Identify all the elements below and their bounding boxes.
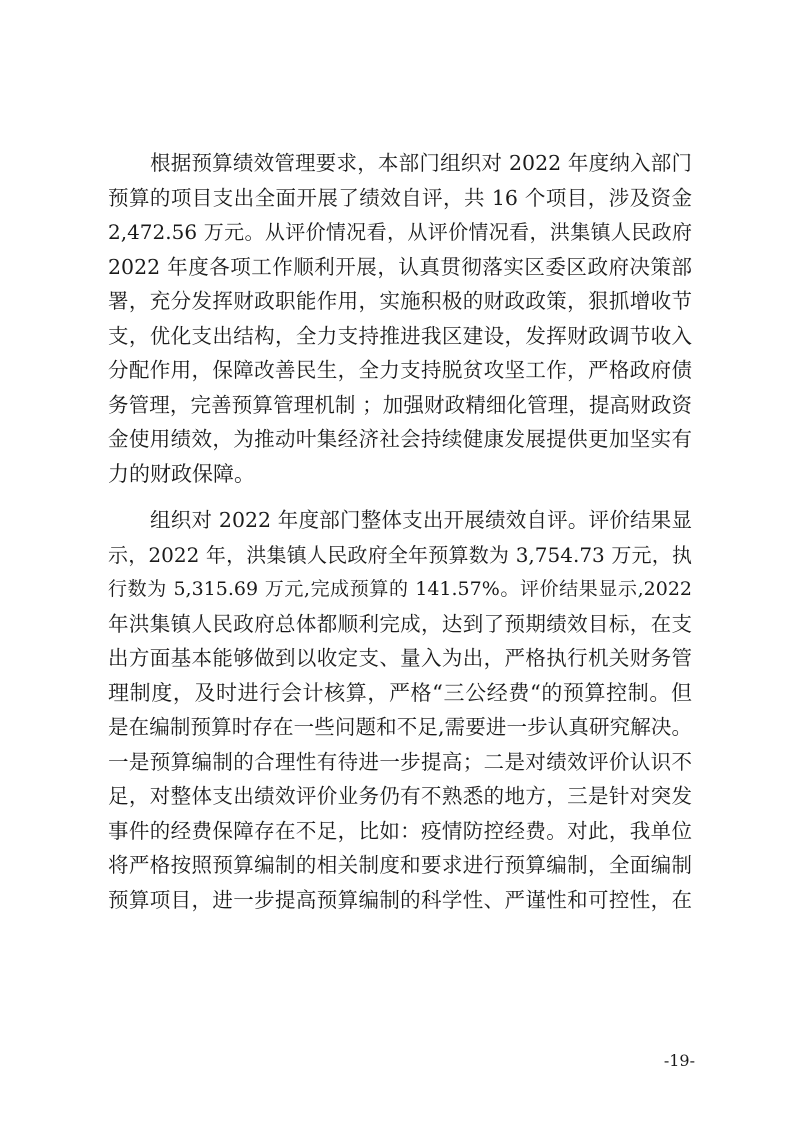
paragraph-line: 是在编制预算时存在一些问题和不足,需要进一步认真研究解决。 (108, 715, 692, 739)
paragraph-line: 2,472.56 万元。从评价情况看，从评价情况看，洪集镇人民政府 (108, 220, 692, 244)
paragraph-line: 分配作用，保障改善民生，全力支持脱贫攻坚工作，严格政府债 (108, 358, 692, 382)
paragraph-line: 力的财政保障。 (108, 461, 255, 486)
document-body (108, 146, 692, 917)
paragraph-line: 2022 年度各项工作顺利开展，认真贯彻落实区委区政府决策部 (108, 254, 692, 279)
paragraph-gap (108, 491, 692, 503)
paragraph-line: 务管理，完善预算管理机制 ；加强财政精细化管理，提高财政资 (108, 392, 692, 417)
paragraph-line: 年洪集镇人民政府总体都顺利完成，达到了预期绩效目标，在支 (108, 611, 692, 636)
paragraph-line: 行数为 5,315.69 万元,完成预算的 141.57%。评价结果显示,2022 (108, 578, 692, 600)
paragraph-line: 足，对整体支出绩效评价业务仍有不熟悉的地方，三是针对突发 (108, 784, 692, 808)
paragraph-2 (108, 503, 692, 917)
paragraph-line: 金使用绩效，为推动叶集经济社会持续健康发展提供更加坚实有 (108, 427, 692, 451)
paragraph-line: 示，2022 年，洪集镇人民政府全年预算数为 3,754.73 万元，执 (108, 542, 692, 567)
page-number: -19- (663, 1051, 695, 1070)
paragraph-line: 组织对 2022 年度部门整体支出开展绩效自评。评价结果显 (150, 508, 692, 532)
paragraph-line: 署，充分发挥财政职能作用，实施积极的财政政策，狠抓增收节 (108, 289, 692, 313)
paragraph-line: 根据预算绩效管理要求，本部门组织对 2022 年度纳入部门 (150, 151, 692, 175)
paragraph-line: 将严格按照预算编制的相关制度和要求进行预算编制，全面编制 (108, 853, 692, 877)
paragraph-line: 事件的经费保障存在不足，比如：疫情防控经费。对此，我单位 (108, 818, 692, 843)
paragraph-line: 支，优化支出结构，全力支持推进我区建设，发挥财政调节收入 (108, 323, 692, 348)
paragraph-line: 一是预算编制的合理性有待进一步提高；二是对绩效评价认识不 (108, 749, 692, 774)
paragraph-line: 预算项目，进一步提高预算编制的科学性、严谨性和可控性，在 (108, 887, 692, 912)
paragraph-line: 出方面基本能够做到以收定支、量入为出，严格执行机关财务管 (108, 646, 692, 670)
paragraph-line: 预算的项目支出全面开展了绩效自评，共 16 个项目，涉及资金 (108, 185, 692, 210)
paragraph-line: 理制度，及时进行会计核算，严格“三公经费“的预算控制。但 (108, 680, 692, 705)
paragraph-1 (108, 146, 692, 491)
